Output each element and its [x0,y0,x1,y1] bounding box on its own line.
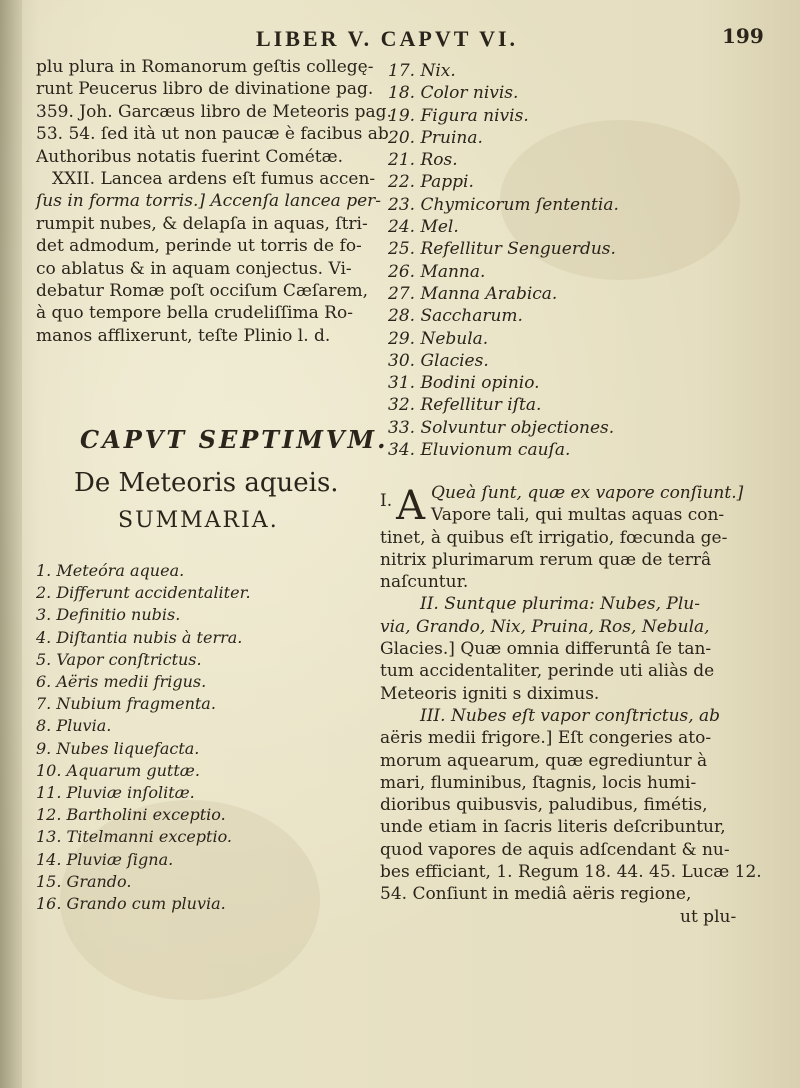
text-line: ſus in forma torris.] Accenſa lancea per- [36,191,382,212]
running-head: LIBER V. CAPVT VI. [256,26,519,51]
text-line: Vapore tali, qui multas aquas con- [431,505,725,526]
text-line: det admodum, perinde ut torris de fo- [36,236,362,257]
text-line: XXII. Lancea ardens eſt fumus accen- [52,169,376,190]
list-item: 17. Nix. [388,61,456,81]
text-line: mari, fluminibus, ſtagnis, locis humi- [380,772,697,793]
text-line: nitrix plurimarum rerum quæ de terrâ [380,549,712,570]
catchword: ut plu- [680,906,737,927]
list-item: 26. Manna. [388,261,486,282]
list-item: 34. Eluvionum cauſa. [388,440,571,461]
list-item: 28. Saccharum. [388,306,523,327]
list-item: 14. Pluviæ ſigna. [36,849,174,869]
chapter-subtitle: De Meteoris aqueis. [74,468,339,498]
summary-list-continued [388,60,778,461]
list-item: 16. Grando cum pluvia. [36,894,226,914]
text-line: plu plura in Romanorum geſtis collegę- [36,57,374,77]
list-item: 18. Color nivis. [388,83,519,104]
chapter-title: CAPVT SEPTIMVM. [80,425,389,454]
text-line: à quo tempore bella crudeliſſima Ro- [36,303,353,324]
list-item: 15. Grando. [36,871,132,891]
first-paragraph [380,482,780,549]
list-item: 33. Solvuntur objectiones. [388,417,615,438]
summary-heading: SUMMARIA. [118,508,279,533]
text-line: rumpit nubes, & delapſa in aquas, ſtri- [36,213,368,234]
text-line: 359. Joh. Garcæus libro de Meteoris pag. [36,101,392,122]
list-item: 12. Bartholini exceptio. [36,805,226,825]
list-item: 19. Figura nivis. [388,105,529,126]
summary-list [36,560,356,915]
text-line: morum aquearum, quæ egrediuntur à [380,750,708,771]
text-line: manos afflixerunt, teſte Plinio l. d. [36,325,331,346]
text-line: Queà ſunt, quæ ex vapore conſiunt.] [431,483,744,503]
list-item: 22. Pappi. [388,172,474,193]
list-item: 11. Pluviæ inſolitæ. [36,783,195,803]
text-line: co ablatus & in aquam conjectus. Vi- [36,258,352,279]
list-item: 23. Chymicorum ſententia. [388,194,619,215]
text-line: dioribus quibusvis, paludibus, fimétis, [380,795,708,816]
list-item: 4. Diſtantia nubis à terra. [36,627,243,647]
text-line: aëris medii frigore.] Eſt congeries ato- [380,728,712,749]
text-line: unde etiam in ſacris literis deſcribuntur, [380,817,726,838]
text-line: runt Peucerus libro de divinatione pag. [36,79,374,100]
list-item: 25. Refellitur Senguerdus. [388,239,616,260]
list-item: 3. Definitio nubis. [36,605,181,625]
list-item: 8. Pluvia. [36,716,112,736]
list-item: 1. Meteóra aquea. [36,561,185,580]
drop-cap: A [396,483,426,529]
text-line: 54. Conſiunt in mediâ aëris regione, [380,884,692,905]
text-line: tinet, à quibus eſt irrigatio, fœcunda ge- [380,527,728,548]
list-item: 6. Aëris medii frigus. [36,672,207,692]
list-item: 27. Manna Arabica. [388,283,558,304]
text-line: naſcuntur. [380,572,469,593]
list-item: 2. Differunt accidentaliter. [36,583,251,603]
list-item: 29. Nebula. [388,328,489,349]
text-line: tum accidentaliter, perinde uti aliàs de [380,661,715,682]
left-column-text [36,56,392,347]
list-item: 24. Mel. [388,217,459,238]
book-spine-shadow [0,0,22,1088]
text-line: via, Grando, Nix, Pruina, Ros, Nebula, [380,616,710,637]
text-line: bes efficiant, 1. Regum 18. 44. 45. Lucæ 12. [380,862,762,883]
text-line: Glacies.] Quæ omnia differuntâ ſe tan- [380,639,712,660]
list-item: 21. Ros. [388,150,458,171]
text-line: 53. 54. ſed ità ut non paucæ è facibus ab [36,124,389,145]
list-item: 5. Vapor conſtrictus. [36,649,202,669]
text-line: II. Suntque plurima: Nubes, Plu- [420,594,700,615]
text-line: Authoribus notatis fuerint Cométæ. [36,146,343,167]
list-item: 7. Nubium fragmenta. [36,694,216,714]
list-item: 10. Aquarum guttæ. [36,760,200,780]
list-item: 9. Nubes liquefacta. [36,738,200,758]
text-line: III. Nubes eſt vapor conſtrictus, ab [420,705,721,726]
list-item: 20. Pruina. [388,127,483,148]
list-item: 31. Bodini opinio. [388,373,540,394]
list-item: 32. Refellitur iſta. [388,395,542,416]
text-line: quod vapores de aquis adſcendant & nu- [380,839,730,860]
page-number: 199 [722,24,764,48]
paragraph-number: I. [380,491,393,511]
list-item: 13. Titelmanni exceptio. [36,827,233,847]
text-line: debatur Romæ poſt occiſum Cæſarem, [36,281,369,302]
text-line: Meteoris igniti s diximus. [380,683,600,704]
list-item: 30. Glacies. [388,350,489,371]
body-text [380,482,780,928]
